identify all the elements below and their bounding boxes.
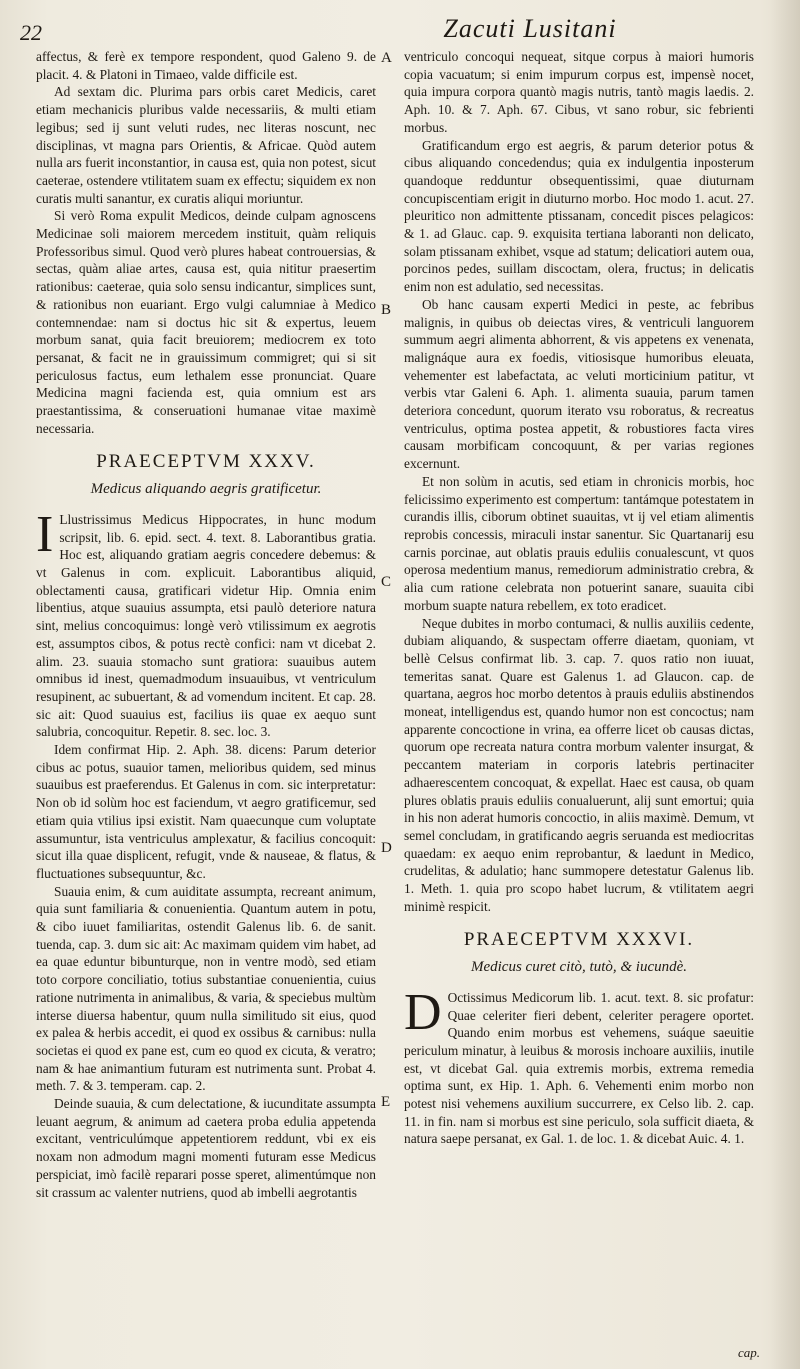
margin-mark-b: B xyxy=(381,302,392,318)
paragraph: affectus, & ferè ex tempore respondent, quod Galeno 9. de placit. 4. & Platoni in Timaeo, valde difficile est. xyxy=(36,49,376,82)
section-first-paragraph xyxy=(36,505,376,741)
paragraph: ventriculo concoqui nequeat, sitque corpus à maiori humoris copia vacuatum; si enim impurum corpus est, impensè nocet, quia impura corpora quantò magis nutris, tantò magis laedis. 2. Aph. 10. & 7. Aph. 67. Cibus, vt sano robur, sic febrienti morbus. xyxy=(404,49,754,135)
drop-cap: D xyxy=(404,983,442,1041)
right-column xyxy=(404,48,754,1148)
page-number: 22 xyxy=(20,20,42,45)
paragraph: Neque dubites in morbo contumaci, & nullis auxiliis cedente, dubiam aliquando, & suspectam offerre diaetam, quoniam, vt bellè Celsus confirmat lib. 3. cap. 7. quos ratio non iuuat, temeritas sanat. Quare est Galenus 1. ad Glaucon. cap. de quartana, aegros hoc morbo detentos à prauis eduliis abstinendos moneat, intelligendus est, quando humor non est concoctus; nam apparente concoctione in vrina, ea offerre licet ob causas dictas, quorum ope recreata natura contra morbum valenter insurgat, & peccantem materiam in corporis latebris pertinaciter adhaerescentem concoquat, & expellat. Haec est causa, ob quam plures oblatis prauis eduliis conualuerunt, alij sunt emortui; quia in his non aderat humoris concoctio, in aliis maximè. Demum, vt semel concludam, in gratificando aegris seruanda est mediocritas quaedam: ex aequo enim reprobantur, & laedunt in Medico, crudelitas, & adulatio; hanc summopere detestatur Galenus lib. 1. Meth. 1. quia pro scopo habet lucrum, & vtilitatem aegri minimè respicit. xyxy=(404,615,754,914)
paragraph: Ob hanc causam experti Medici in peste, ac febribus malignis, in quibus ob deiectas vires, & ventriculi languorem summum aegri alimenta abhorrent, & vis appetens ex venenata, malignáque aura ex foedis, vitiosisque humoribus eleuata, vehementer est labefactata, ac veluti morticinium patitur, vt verbis vtar Galeni 6. Aph. 1. alimenta suauia, parum tamen deteriora concedunt, quorum iterato vsu roboratus, & recreatus ventriculus, optima postea appetit, & robustiores facta vires causam morbificam concoquunt, & per varias regiones excernunt. xyxy=(404,296,754,472)
margin-mark-a: A xyxy=(381,50,392,66)
margin-mark-d: D xyxy=(381,840,392,856)
catchword: cap. xyxy=(737,1345,760,1360)
paragraph-text: Octissimus Medicorum lib. 1. acut. text. 8. sic profatur: Quae celeriter fieri debent, celeriter peragere oportet. Quando enim morbus est vehemens, suáque saeuitie periculum minatur, à leuibus & morosis inchoare auxiliis, inutile est, vt dicebat Gal. quia extremis morbis, extrema remedia optima sunt, ex Hip. 1. Aph. 6. Vehementi enim morbo non potest nisi vehemens auxilium succurrere, ex Celso lib. 2. cap. 11. in fin. nam si morbus est sine periculo, sola sufficit diaeta, & natura saepe persanat, ex Gal. 1. de loc. 1. & dicebat Auic. 4. 1. xyxy=(404,989,754,1147)
section-heading: PRAECEPTVM XXXV. xyxy=(96,451,316,473)
paragraph: Et non solùm in acutis, sed etiam in chronicis morbis, hoc felicissimo experimento est compertum: tantámque potestatem in curandis illis, ciborum obtinet suauitas, vt ij vel etiam alimentis reprobis concessis, miraculi instar sanentur. Sic Quartanarij esu carnis porcinae, aut oblatis prauis eduliis conualescunt, vt quos operosa medentium manus, remediorum administratio crebra, & alia cum ratione celebrata non potuerint sanare, suauita cibi morbum suapte natura rebellem, ex toto eradicet. xyxy=(404,473,754,613)
page-header xyxy=(0,14,800,48)
paragraph: Gratificandum ergo est aegris, & parum deterior potus & cibus aliquando concedendus; quia ex indulgentia inposterum quandoque redduntur obsequentissimi, quae diuturnam concupiscentiam erigit in diuturno morbo. Hoc modo 1. acut. 27. pleuritico non admittente ptissanam, concedit pisces pelagicos: & 1. ad Glauc. cap. 9. exquisita tertiana laboranti non delicato, solam ptissanam exhibet, vsque ad statum; delicatiori autem oua, porcinos pedes, suillam discoctam, olera, fructus; in delicatis enim non est adulatio, sed necessitas. xyxy=(404,137,754,295)
left-column xyxy=(36,48,376,1201)
paragraph: Suauia enim, & cum auiditate assumpta, recreant animum, quia sunt familiaria & conuenientia. Quantum autem in potu, & cibo iuuet familiaritas, ostendit Galenus lib. 6. de sanit. tuenda, cap. 3. dum sic ait: Ac maximam quidem vim habet, ad ea quae eduntur bibunturque, non in ventre modò, sed etiam toto corpore conciliatio, totius substantiae conuenientia, cuius ratione nutrimenta in animalibus, & varia, & speciebus multùm interse diuersa habentur, quum nulla similitudo sit eius, quod ex palea & herbis accedit, ei quod ex ossibus & carnibus: nulla societas ei quod ex pane est, cum eo quod ex cicuta, & veratro; nam & hae animantium futuram est nutrimenta sunt. Probat 4. meth. 7. & 3. temperam. cap. 2. xyxy=(36,883,376,1094)
section-first-paragraph xyxy=(404,983,754,1148)
paragraph: Idem confirmat Hip. 2. Aph. 38. dicens: Parum deterior cibus ac potus, suauior tamen, melioribus quidem, sed minus suauibus est praeferendus. Et Galenus in com. sic interpretatur: Non ob id solùm hoc est faciendum, vt aegro gratificemur, sed etiam quia vtilius ipsi existit. Nam quaecunque cum voluptate assumuntur, ista ventriculus amplexatur, & facilius concoquit: sicut illa quae displicent, refugit, vnde & nauseae, & flatus, & fluctuationes subsequuntur, &c. xyxy=(36,742,376,881)
margin-mark-c: C xyxy=(381,574,392,590)
paragraph-text: Llustrissimus Medicus Hippocrates, in hunc modum scripsit, lib. 6. epid. sect. 4. text. 8. Laborantibus gratia. Hoc est, aliquando gratiam aegris concedere debemus: & vt Galenus in com. explicuit. Laborantibus aliquid, oblectamenti causa, gratificari videtur Hip. Omnia enim libentius, atque suauius assumpta, etsi paulò deteriore natura sint, melius concoquimus: longè verò vtilissimum ex aegrotis est, assumptos cibos, & potus rectè confici: nam vt dicebat 2. alim. 23. suauia stomacho sunt gratiora: suauibus autem omnibus id inest, quemadmodum insuauibus, vt ventriculum resupinent, ac subuertant, & ad vomendum incitent. Et cap. 28. sic ait: Quod suauius est, facilius iis quae ex aequo sunt salubria, concoquitur. Repetir. 8. sec. loc. 3. xyxy=(36,511,376,740)
drop-cap: I xyxy=(36,505,54,563)
section-heading: PRAECEPTVM XXXVI. xyxy=(463,929,695,951)
paragraph: Si verò Roma expulit Medicos, deinde culpam agnoscens Medicinae soli maiorem mercedem instituit, quàm reliquis Professoribus simul. Quod verò plures habeat controuersias, & sectas, quàm aliae artes, causa est, quia nititur praesertim rationibus: caeterae, quia solo sensu indicantur, simplices sunt, & rationibus non euariant. Ergo vulgi calumniae à Medico contemnendae: nam si doctus hic sit & expertus, leuem morbum sanat, quia facit breuiorem; mediocrem ex toto persanat, & facit ne in grauissimum commigret; qui si sit periculosus factus, eum lethalem esse pronunciat. Quare Medicina magni facienda est, quia omnium est ars praestantissima, & conseruationi humanae vitae maximè necessaria. xyxy=(36,208,376,436)
page-edge-shadow xyxy=(770,0,800,1369)
running-head: Zacuti Lusitani xyxy=(443,14,617,43)
section-subtitle: Medicus curet citò, tutò, & iucundè. xyxy=(470,959,688,976)
paragraph: Deinde suauia, & cum delectatione, & iucunditate assumpta leuant aegrum, & animum ad caetera proba edulia appetenda excitant, ventriculúmque appetentiorem reddunt, vbi ex eis noxam non admodum magni momenti futuram esse Medicus perspiciat, imò facilè reparari posse speret, alimentúmque non sit crassum ac valenter nutriens, quod ab imbelli aegrotantis xyxy=(36,1096,376,1200)
section-subtitle: Medicus aliquando aegris gratificetur. xyxy=(90,481,322,498)
margin-mark-e: E xyxy=(381,1094,391,1110)
paragraph: Ad sextam dic. Plurima pars orbis caret Medicis, caret etiam mechanicis pluribus valde necessariis, & multi etiam legibus; sed ij sunt veluti rudes, nec literas noscunt, nec disciplinas, vt magna pars Orientis, & Africae. Quòd autem nulla ars fuerit inconstantior, in causa est, quia non potest, sicut caeterae, ostendere vtilitatem suam ex effectu; siquidem ex non curatis multi sanantur, ex curatis aliqui moriuntur. xyxy=(36,84,376,206)
